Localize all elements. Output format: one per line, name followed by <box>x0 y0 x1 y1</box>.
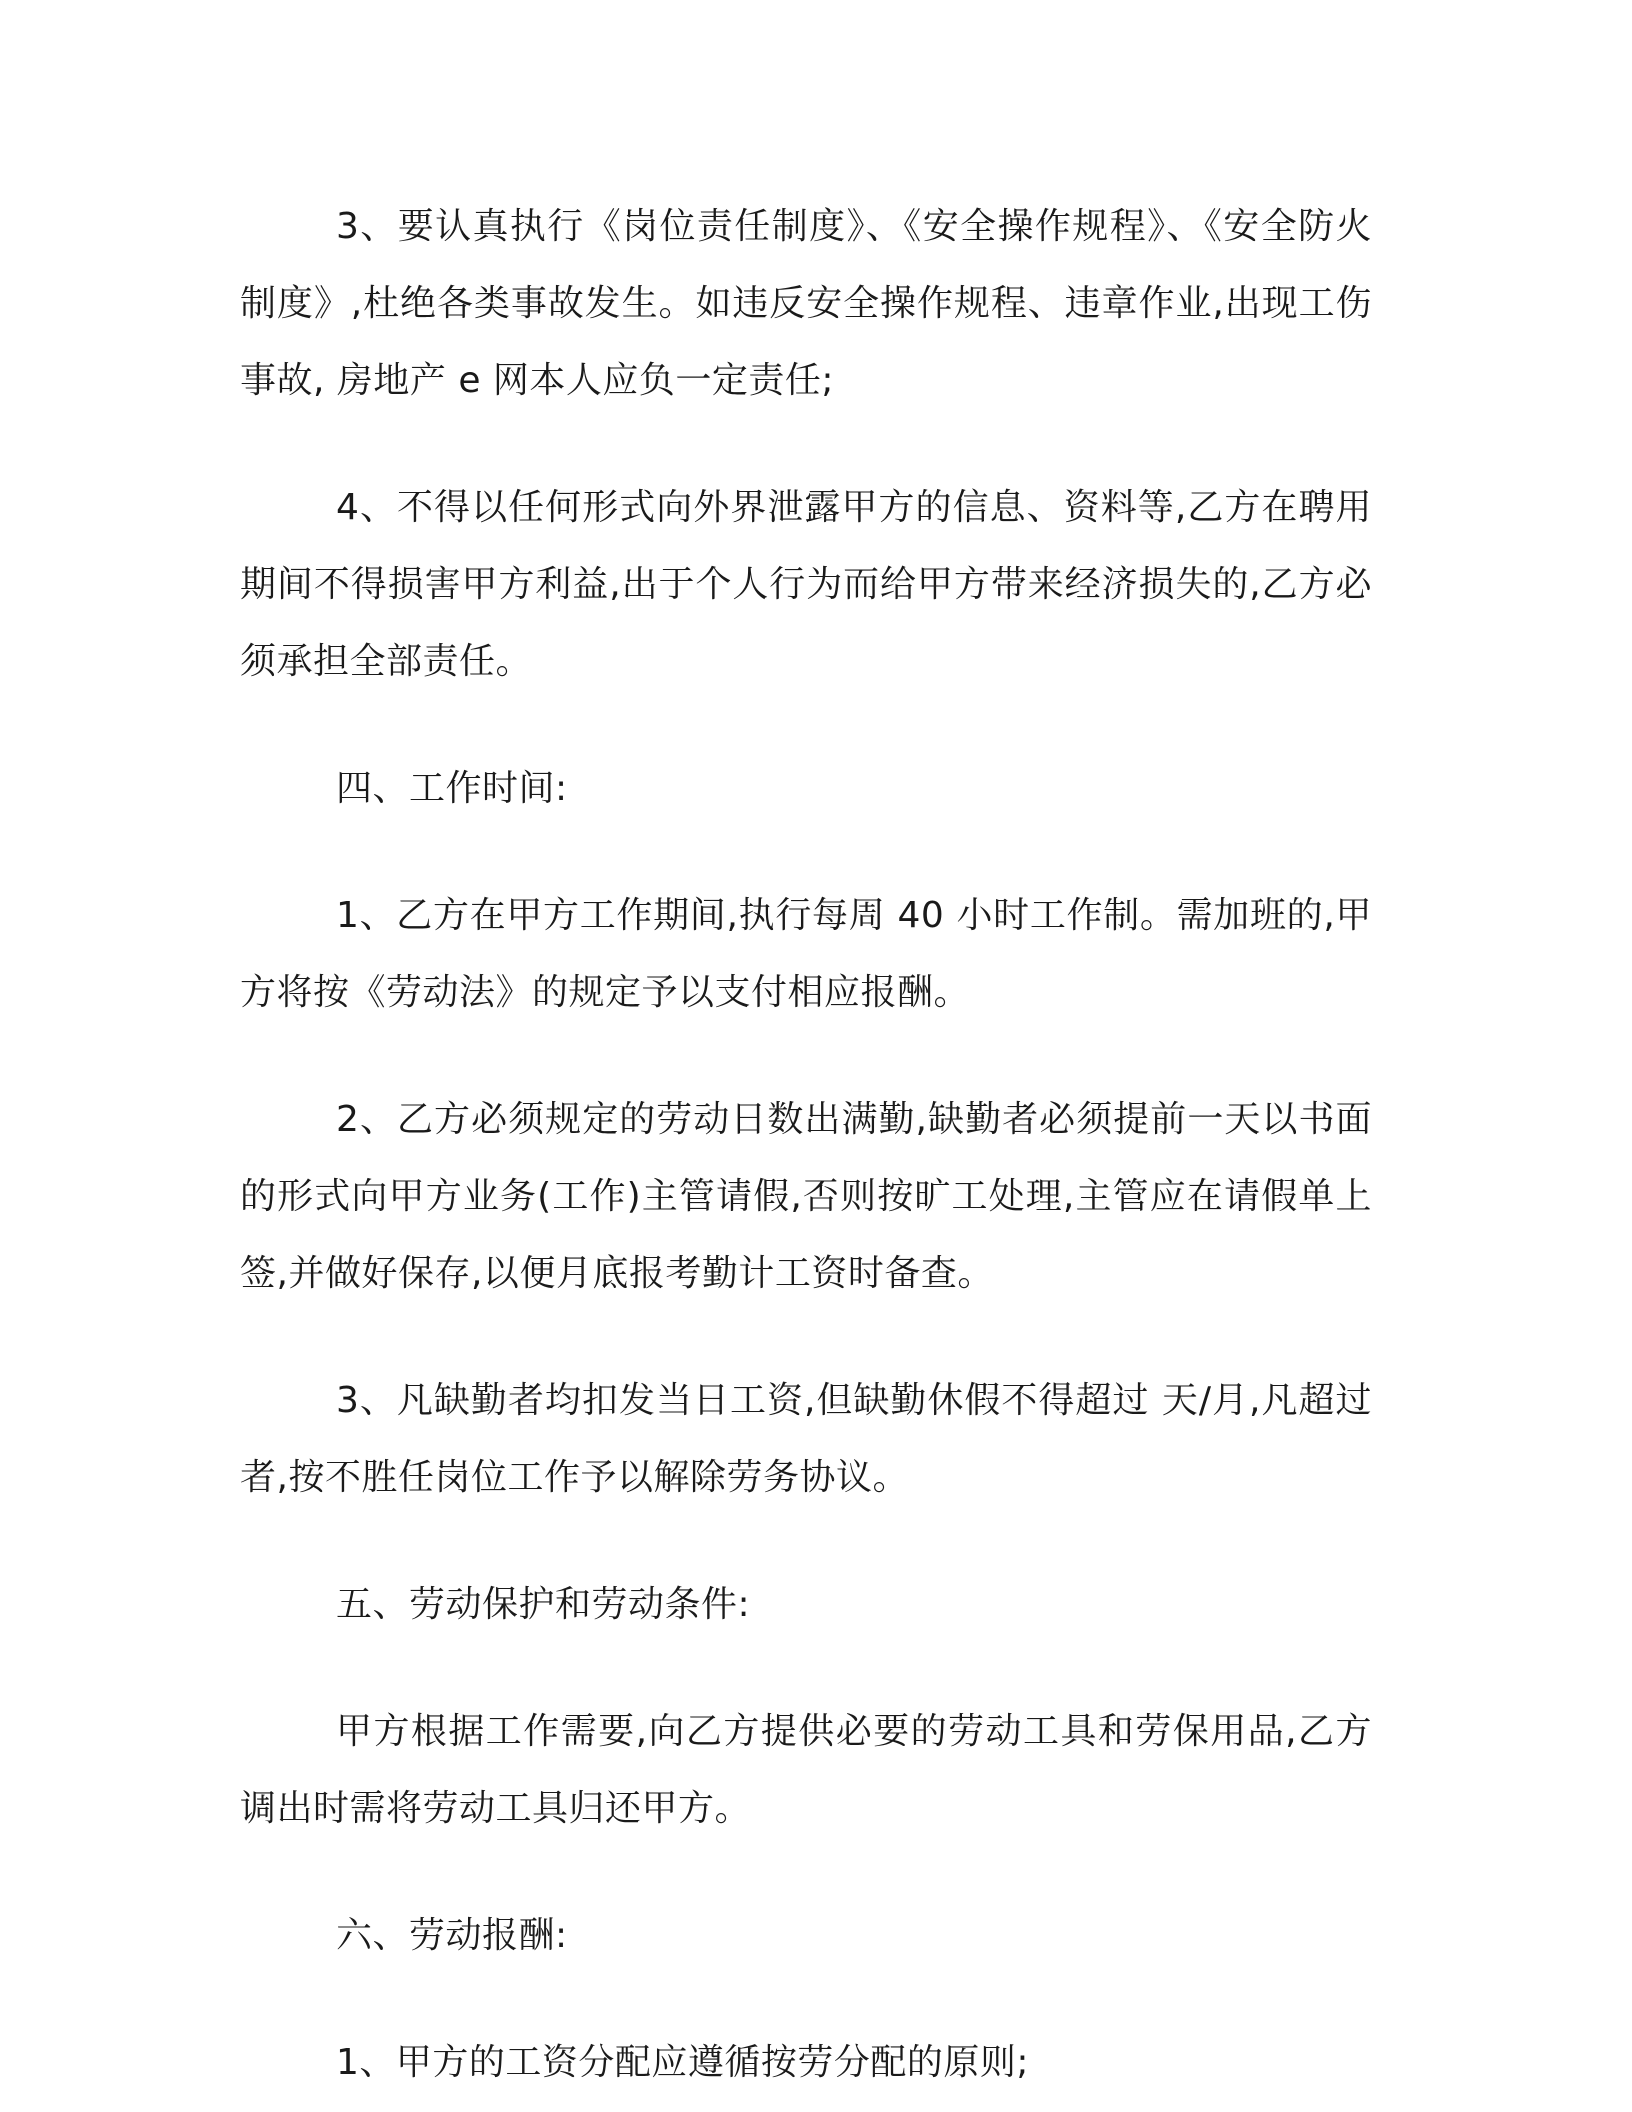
clause-paragraph: 3、要认真执行《岗位责任制度》、《安全操作规程》、《安全防火制度》,杜绝各类事故发生。如违反安全操作规程、违章作业,出现工伤事故, 房地产 e 网本人应负一定责任; <box>240 206 1372 401</box>
clause-paragraph: 4、不得以任何形式向外界泄露甲方的信息、资料等,乙方在聘用期间不得损害甲方利益,出于个人行为而给甲方带来经济损失的,乙方必须承担全部责任。 <box>240 487 1372 682</box>
document-body <box>240 188 1372 2101</box>
clause-paragraph: 1、乙方在甲方工作期间,执行每周 40 小时工作制。需加班的,甲方将按《劳动法》的规定予以支付相应报酬。 <box>240 895 1372 1013</box>
clause-paragraph: 1、甲方的工资分配应遵循按劳分配的原则; <box>336 2042 1030 2083</box>
section-heading: 四、工作时间: <box>336 768 568 809</box>
section-heading: 六、劳动报酬: <box>336 1915 568 1956</box>
clause-paragraph: 甲方根据工作需要,向乙方提供必要的劳动工具和劳保用品,乙方调出时需将劳动工具归还甲方。 <box>240 1711 1372 1829</box>
clause-paragraph: 3、凡缺勤者均扣发当日工资,但缺勤休假不得超过 天/月,凡超过者,按不胜任岗位工作予以解除劳务协议。 <box>240 1380 1372 1498</box>
clause-paragraph: 2、乙方必须规定的劳动日数出满勤,缺勤者必须提前一天以书面的形式向甲方业务(工作)主管请假,否则按旷工处理,主管应在请假单上签,并做好保存,以便月底报考勤计工资时备查。 <box>240 1099 1372 1294</box>
section-heading: 五、劳动保护和劳动条件: <box>336 1584 751 1625</box>
